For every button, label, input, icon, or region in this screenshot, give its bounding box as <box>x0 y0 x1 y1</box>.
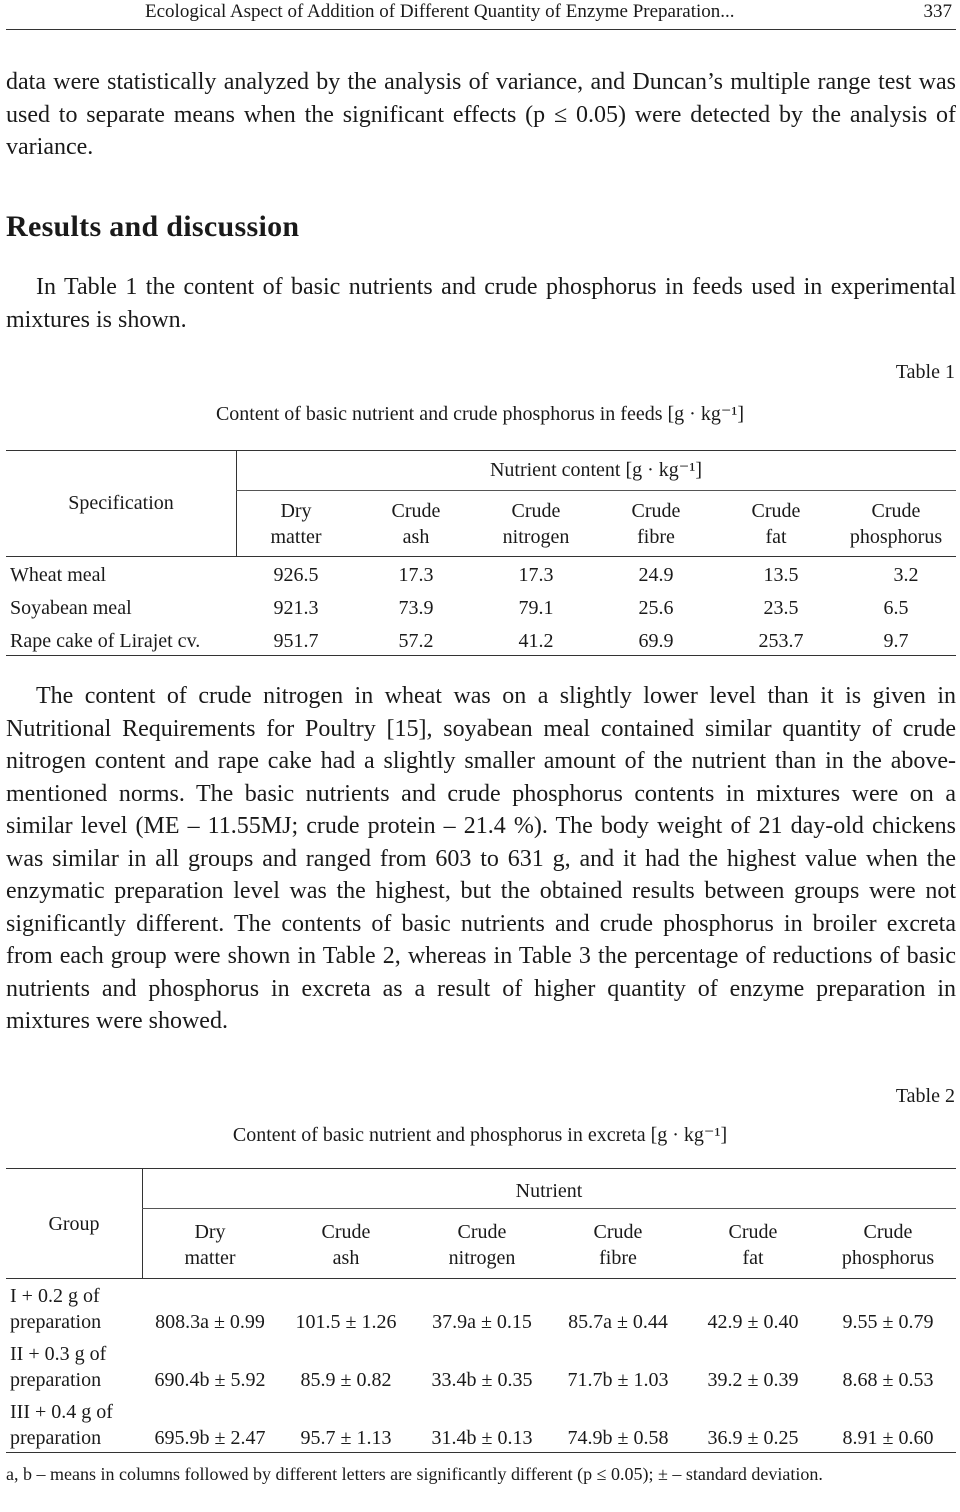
table2-group-header: Group <box>48 1213 100 1235</box>
table2-cell: 39.2 ± 0.39 <box>707 1369 799 1391</box>
paragraph-2: The content of crude nitrogen in wheat was on a slightly lower level than it is given in Nutritional Requirements for Poultry [15], soyabean meal contained similar quantity of crude nitrogen content and rape cake had a slightly smaller amount of the nutrient than in the above-mentioned norms. The basic nutrients and crude phosphorus contents in mixtures were on a similar level (ME – 11.55MJ; crude protein – 21.4 %). The body weight of 21 day-old chickens was similar in all groups and ranged from 603 to 631 g, and it had the highest value when the enzymatic preparation level was the highest, but the obtained results between groups were not significantly different. The contents of basic nutrients and crude phosphorus in broiler excreta from each group were shown in Table 2, whereas in Table 3 the percentage of reductions of basic nutrients and phosphorus in excreta as a result of higher quantity of enzyme preparation in mixtures were showed. <box>6 683 956 1034</box>
table2-bottom-rule <box>6 1452 956 1453</box>
table1-spec-header: Specification <box>68 492 174 514</box>
table2-cell: 95.7 ± 1.13 <box>300 1427 392 1449</box>
table1-row-name: Wheat meal <box>10 564 107 586</box>
table1-cell: 24.9 <box>638 564 674 586</box>
table2-row-group: III + 0.4 g of preparation <box>10 1401 113 1449</box>
table2-cell: 33.4b ± 0.35 <box>431 1369 533 1391</box>
intro-paragraph: data were statistically analyzed by the analysis of variance, and Duncan’s multiple range test was used to separate means when the significant effects (p ≤ 0.05) were detected by the analysis of variance. <box>6 69 956 160</box>
table2-col-header: Crude fibre <box>593 1221 643 1269</box>
table2-cell: 42.9 ± 0.40 <box>707 1311 799 1333</box>
table2-nutrient-header: Nutrient <box>515 1180 583 1202</box>
table1-cell: 57.2 <box>398 630 434 652</box>
table1-col-header: Crude fat <box>751 500 801 548</box>
table1-cell: 951.7 <box>273 630 319 652</box>
table2-cell: 85.7a ± 0.44 <box>568 1311 668 1333</box>
table1-row-name: Soyabean meal <box>10 597 132 619</box>
page-number: 337 <box>923 1 952 22</box>
header-rule <box>6 29 956 30</box>
table2-col-header: Dry matter <box>184 1221 236 1269</box>
table1-col-header: Dry matter <box>270 500 322 548</box>
table1-col-header: Crude nitrogen <box>502 500 570 548</box>
table2-cell: 85.9 ± 0.82 <box>300 1369 392 1391</box>
table2-cell: 9.55 ± 0.79 <box>842 1311 934 1333</box>
table2-header-rule <box>6 1278 956 1279</box>
table2-top-rule <box>6 1168 956 1169</box>
table2-nutrient-rule <box>142 1208 956 1209</box>
table1-caption: Content of basic nutrient and crude phosphorus in feeds [g · kg⁻¹] <box>215 403 745 425</box>
table1-cell: 17.3 <box>398 564 434 586</box>
table1-cell: 25.6 <box>638 597 674 619</box>
table2-cell: 71.7b ± 1.03 <box>567 1369 669 1391</box>
table2-col-header: Crude nitrogen <box>448 1221 516 1269</box>
table1-label: Table 1 <box>895 361 955 383</box>
table1-col-header: Crude ash <box>391 500 441 548</box>
table2-cell: 695.9b ± 2.47 <box>154 1427 266 1449</box>
table1-cell: 9.7 <box>883 630 909 652</box>
table2-cell: 808.3a ± 0.99 <box>155 1311 265 1333</box>
paragraph-1: In Table 1 the content of basic nutrients and crude phosphorus in feeds used in experimental mixtures is shown. <box>6 274 956 333</box>
table1-cell: 926.5 <box>273 564 319 586</box>
table2-col-header: Crude ash <box>321 1221 371 1269</box>
table1-cell: 3.2 <box>893 564 919 586</box>
table2-cell: 31.4b ± 0.13 <box>431 1427 533 1449</box>
table1-cell: 17.3 <box>518 564 554 586</box>
table1-group-header: Nutrient content [g · kg⁻¹] <box>489 459 703 481</box>
section-heading: Results and discussion <box>6 210 300 243</box>
table2-cell: 37.9a ± 0.15 <box>432 1311 532 1333</box>
table2-row-group: I + 0.2 g of preparation <box>10 1285 102 1333</box>
table1-cell: 13.5 <box>763 564 799 586</box>
table2-col-header: Crude phosphorus <box>841 1221 935 1269</box>
table2-cell: 74.9b ± 0.58 <box>567 1427 669 1449</box>
table1-col-header: Crude phosphorus <box>849 500 943 548</box>
table1-cell: 6.5 <box>883 597 909 619</box>
table1-col-header: Crude fibre <box>631 500 681 548</box>
table1-cell: 23.5 <box>763 597 799 619</box>
table1-row-name: Rape cake of Lirajet cv. <box>10 630 201 652</box>
table2-cell: 690.4b ± 5.92 <box>154 1369 266 1391</box>
table2-cell: 101.5 ± 1.26 <box>295 1311 397 1333</box>
table1-header-rule <box>6 556 956 557</box>
table2-cell: 8.68 ± 0.53 <box>842 1369 934 1391</box>
table1-cell: 253.7 <box>758 630 804 652</box>
table1-cell: 41.2 <box>518 630 554 652</box>
table1-cell: 79.1 <box>518 597 554 619</box>
table2-col-header: Crude fat <box>728 1221 778 1269</box>
table1-cell: 921.3 <box>273 597 319 619</box>
running-head <box>0 0 960 26</box>
table2-cell: 36.9 ± 0.25 <box>707 1427 799 1449</box>
table1-cell: 73.9 <box>398 597 434 619</box>
table2-cell: 8.91 ± 0.60 <box>842 1427 934 1449</box>
table2-caption: Content of basic nutrient and phosphorus in excreta [g · kg⁻¹] <box>232 1124 728 1146</box>
table1-bottom-rule <box>6 655 956 656</box>
table1-top-rule <box>6 450 956 451</box>
table2-row-group: II + 0.3 g of preparation <box>10 1343 107 1391</box>
running-title: Ecological Aspect of Addition of Different Quantity of Enzyme Preparation... <box>145 1 735 22</box>
table2-footnote: a, b – means in columns followed by different letters are significantly different (p ≤ 0.05); ± – standard deviation. <box>6 1464 823 1484</box>
table2-label: Table 2 <box>895 1085 955 1107</box>
table1-group-rule <box>236 490 956 491</box>
table1-cell: 69.9 <box>638 630 674 652</box>
